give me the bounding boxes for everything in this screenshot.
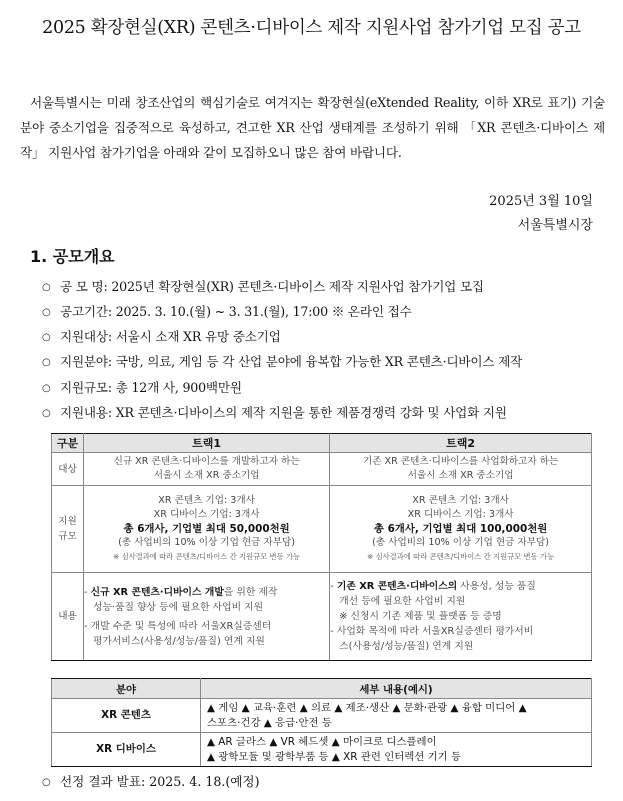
detail-line: ▲ 광학모듈 및 광학부품 등 ▲ XR 관련 인터렉션 기기 등 <box>207 750 462 763</box>
date-block <box>489 190 593 238</box>
content-text: 사용성, 성능 품질 <box>457 581 536 592</box>
bullet-text: 서울시 소재 XR 유망 중소기업 <box>115 329 281 344</box>
circle-bullet-icon: ○ <box>42 282 51 293</box>
bullet-text: 총 12개 사, 900백만원 <box>115 380 242 395</box>
cell-line: 서울시 소재 XR 중소기업 <box>407 470 514 481</box>
detail-line: 스포츠·건강 ▲ 응급·안전 등 <box>207 716 332 729</box>
bullet-label: 공 모 명: <box>60 279 112 294</box>
content-text: 성능·품질 향상 등에 필요한 사업비 지원 <box>93 601 264 613</box>
bullet-text: 2025년 확장현실(XR) 콘텐츠·디바이스 제작 지원사업 참가기업 모집 <box>111 279 484 294</box>
intro-paragraph <box>20 90 605 165</box>
header-field: 분야 <box>52 679 201 699</box>
circle-bullet-icon: ○ <box>42 307 51 318</box>
bullet-item <box>42 276 484 295</box>
header-details: 세부 내용(예시) <box>201 679 592 699</box>
bullet-text: XR 콘텐츠·디바이스의 제작 지원을 통한 제품경쟁력 강화 및 사업화 지원 <box>115 405 507 420</box>
circle-bullet-icon: ○ <box>42 408 51 419</box>
cell-line: 서울시 소재 XR 중소기업 <box>153 470 260 481</box>
circle-bullet-icon: ○ <box>42 332 51 343</box>
bullet-label: 지원규모: <box>60 380 116 395</box>
row-label-scale <box>52 486 84 573</box>
content-text: ※ 신청시 기존 제품 및 플랫폼 등 증명 <box>339 611 502 622</box>
content-text: 을 위한 제작 <box>223 586 278 598</box>
content-text: - 사업화 목적에 따라 서울XR실증센터 평가서비 <box>330 626 534 637</box>
scale-footnote: ※ 심사결과에 따라 콘텐츠/디바이스 간 지원규모 변동 가능 <box>113 552 301 561</box>
cell-line: XR 디바이스 기업: 3개사 <box>153 509 260 520</box>
track1-target <box>84 453 330 486</box>
table-row <box>52 699 592 733</box>
bullet-item <box>42 402 507 421</box>
cell-line: (총 사업비의 10% 이상 기업 현금 자부담) <box>118 537 296 548</box>
bullet-item <box>42 377 242 396</box>
bullet-text: 2025. 3. 10.(월) ~ 3. 31.(월), 17:00 ※ 온라인 접수 <box>115 304 412 319</box>
header-category: 구분 <box>52 434 84 453</box>
content-text: 개선 등에 필요한 사업비 지원 <box>339 596 466 607</box>
content-item <box>330 579 591 594</box>
bullet-item <box>42 326 281 345</box>
circle-bullet-icon: ○ <box>42 383 51 394</box>
track1-scale <box>84 486 330 573</box>
bullet-text: 국방, 의료, 게임 등 각 산업 분야에 융복합 가능한 XR 콘텐츠·디바이스 제작 <box>115 354 523 369</box>
circle-bullet-icon: ○ <box>42 357 51 368</box>
scale-footnote: ※ 심사결과에 따라 콘텐츠/디바이스 간 지원규모 변동 가능 <box>367 552 555 561</box>
content-text: - 개발 수준 및 특성에 따라 서울XR실증센터 <box>84 620 272 632</box>
field-details <box>201 733 592 767</box>
content-text: 스(사용성/성능/품질) 연계 지원 <box>339 641 474 652</box>
row-label-content: 내용 <box>52 573 84 661</box>
footer-text: 2025. 4. 18.(예정) <box>149 774 260 789</box>
dash: - <box>84 586 91 598</box>
scale-highlight: 총 6개사, 기업별 최대 50,000천원 <box>123 523 290 535</box>
scale-highlight: 총 6개사, 기업별 최대 100,000천원 <box>373 523 548 535</box>
table-row <box>52 733 592 767</box>
field-details <box>201 699 592 733</box>
page-title: 2025 확장현실(XR) 콘텐츠·디바이스 제작 지원사업 참가기업 모집 공고 <box>42 18 581 38</box>
detail-line: ▲ AR 글라스 ▲ VR 헤드셋 ▲ 마이크로 디스플레이 <box>207 735 437 748</box>
cell-line: XR 디바이스 기업: 3개사 <box>407 509 514 520</box>
bullet-item <box>42 351 522 370</box>
content-emphasis: 기존 XR 콘텐츠·디바이스의 <box>336 581 458 592</box>
row-label-target: 대상 <box>52 453 84 486</box>
bullet-label: 지원대상: <box>60 329 116 344</box>
track2-scale <box>330 486 592 573</box>
track2-target <box>330 453 592 486</box>
dash: - <box>330 581 337 592</box>
cell-line: 기존 XR 콘텐츠·디바이스를 사업화하고자 하는 <box>362 456 559 467</box>
track-table <box>51 433 592 661</box>
track2-content <box>330 573 592 661</box>
section-title: 1. 공모개요 <box>30 247 115 266</box>
cell-line: XR 콘텐츠 기업: 3개사 <box>158 495 255 506</box>
header-track2: 트랙2 <box>330 434 592 453</box>
footer-label: 선정 결과 발표: <box>60 774 150 789</box>
field-table <box>51 678 592 767</box>
field-category: XR 디바이스 <box>52 733 201 767</box>
bullet-item <box>42 301 412 320</box>
announcement-date: 2025년 3월 10일 <box>489 194 593 209</box>
bullet-label: 지원내용: <box>60 405 116 420</box>
detail-line: ▲ 게임 ▲ 교육·훈련 ▲ 의료 ▲ 제조·생산 ▲ 문화·관광 ▲ 융합 미디어 ▲ <box>207 701 527 714</box>
content-emphasis: 신규 XR 콘텐츠·디바이스 개발 <box>90 586 224 598</box>
label-line: 규모 <box>58 531 77 542</box>
intro-text: 서울특별시는 미래 창조산업의 핵심기술로 여겨지는 확장현실(eXtended Reality, 이하 XR로 표기) 기술 분야 중소기업을 집중적으로 육성하고, 견고한 XR 산업 생태계를 조성하기 위해 「XR 콘텐츠·디바이스 제작」 지원사업 참가기업을 아래와 같이 모집하오니 많은 참여 바랍니다. <box>20 95 605 160</box>
track1-content <box>84 573 330 661</box>
issuer: 서울특별시장 <box>517 218 593 233</box>
circle-bullet-icon: ○ <box>42 777 51 788</box>
content-text: 평가서비스(사용성/성능/품질) 연계 지원 <box>93 635 265 647</box>
cell-line: XR 콘텐츠 기업: 3개사 <box>412 495 509 506</box>
bullet-label: 지원분야: <box>60 354 116 369</box>
content-item <box>84 585 329 600</box>
result-announcement <box>42 771 260 790</box>
field-category: XR 콘텐츠 <box>52 699 201 733</box>
cell-line: 신규 XR 콘텐츠·디바이스를 개발하고자 하는 <box>113 456 300 467</box>
label-line: 지원 <box>58 516 77 527</box>
bullet-label: 공고기간: <box>60 304 116 319</box>
header-track1: 트랙1 <box>84 434 330 453</box>
cell-line: (총 사업비의 10% 이상 기업 현금 자부담) <box>372 537 550 548</box>
